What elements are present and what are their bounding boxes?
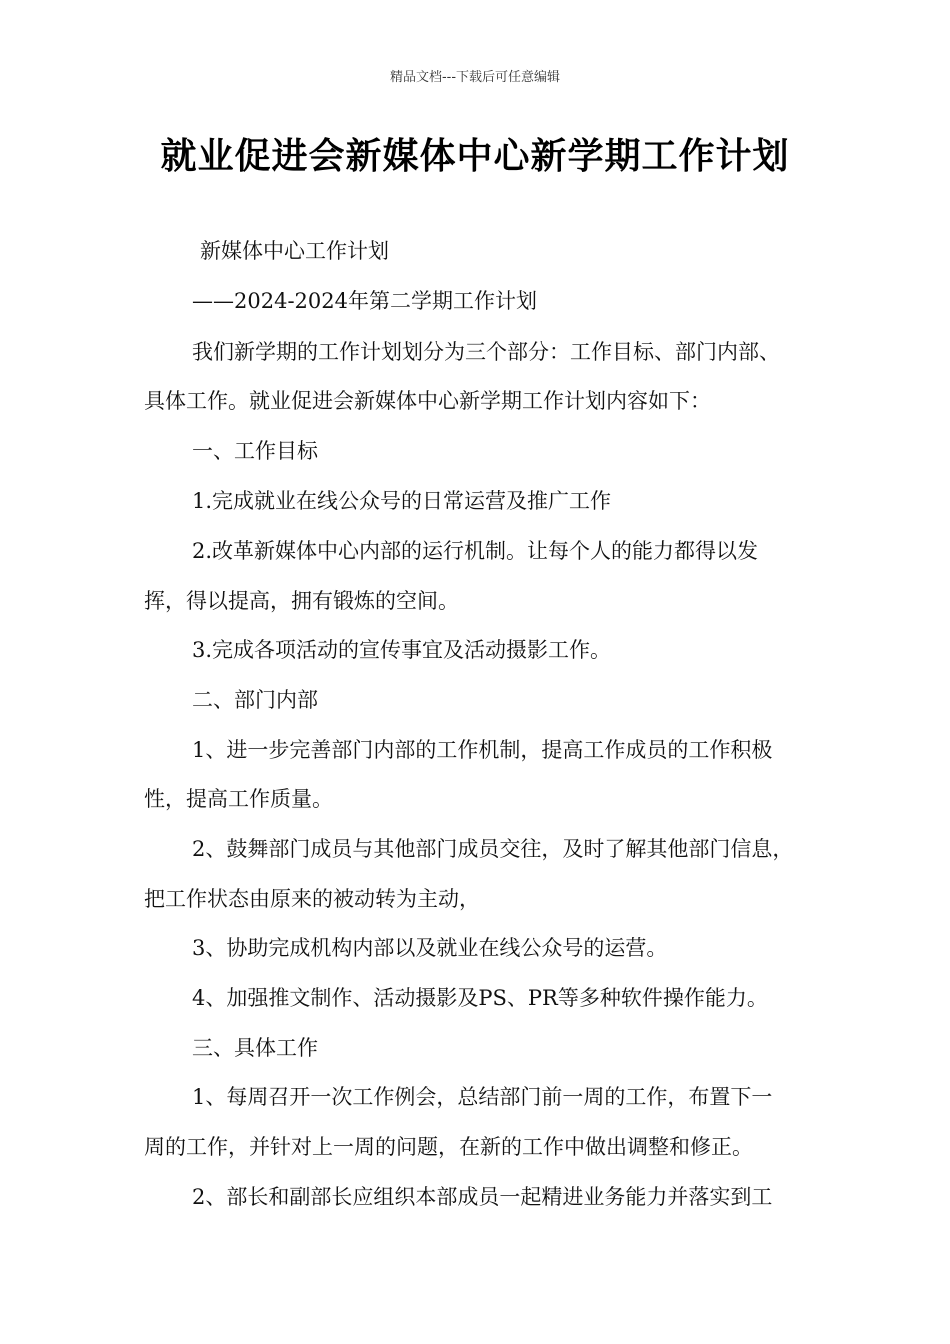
list-item-continuation: 把工作状态由原来的被动转为主动， xyxy=(144,887,480,911)
list-item: 2、部长和副部长应组织本部成员一起精进业务能力并落实到工 xyxy=(192,1185,773,1209)
list-item-continuation: 性，提高工作质量。 xyxy=(144,787,333,811)
list-item: 4、加强推文制作、活动摄影及PS、PR等多种软件操作能力。 xyxy=(192,986,768,1010)
paragraph-line: 具体工作。就业促进会新媒体中心新学期工作计划内容如下： xyxy=(144,389,711,413)
list-item: 2.改革新媒体中心内部的运行机制。让每个人的能力都得以发 xyxy=(192,539,759,563)
list-item: 1、每周召开一次工作例会，总结部门前一周的工作，布置下一 xyxy=(192,1085,773,1109)
section-heading: 二、部门内部 xyxy=(192,688,318,712)
section-heading: 一、工作目标 xyxy=(192,439,318,463)
list-item-continuation: 周的工作，并针对上一周的问题，在新的工作中做出调整和修正。 xyxy=(144,1135,753,1159)
list-item: 1、进一步完善部门内部的工作机制，提高工作成员的工作积极 xyxy=(192,738,773,762)
section-heading: 三、具体工作 xyxy=(192,1036,318,1060)
paragraph-line: 我们新学期的工作计划划分为三个部分：工作目标、部门内部、 xyxy=(192,340,780,364)
document-title: 就业促进会新媒体中心新学期工作计划 xyxy=(160,136,790,177)
subheading-term: ——2024-2024年第二学期工作计划 xyxy=(192,289,537,313)
list-item-continuation: 挥，得以提高，拥有锻炼的空间。 xyxy=(144,589,459,613)
list-item: 1.完成就业在线公众号的日常运营及推广工作 xyxy=(192,489,612,513)
list-item: 3.完成各项活动的宣传事宜及活动摄影工作。 xyxy=(192,638,612,662)
list-item: 3、协助完成机构内部以及就业在线公众号的运营。 xyxy=(192,936,668,960)
watermark-header: 精品文档---下载后可任意编辑 xyxy=(389,70,561,85)
subheading: 新媒体中心工作计划 xyxy=(200,239,389,263)
list-item: 2、鼓舞部门成员与其他部门成员交往，及时了解其他部门信息， xyxy=(192,837,794,861)
